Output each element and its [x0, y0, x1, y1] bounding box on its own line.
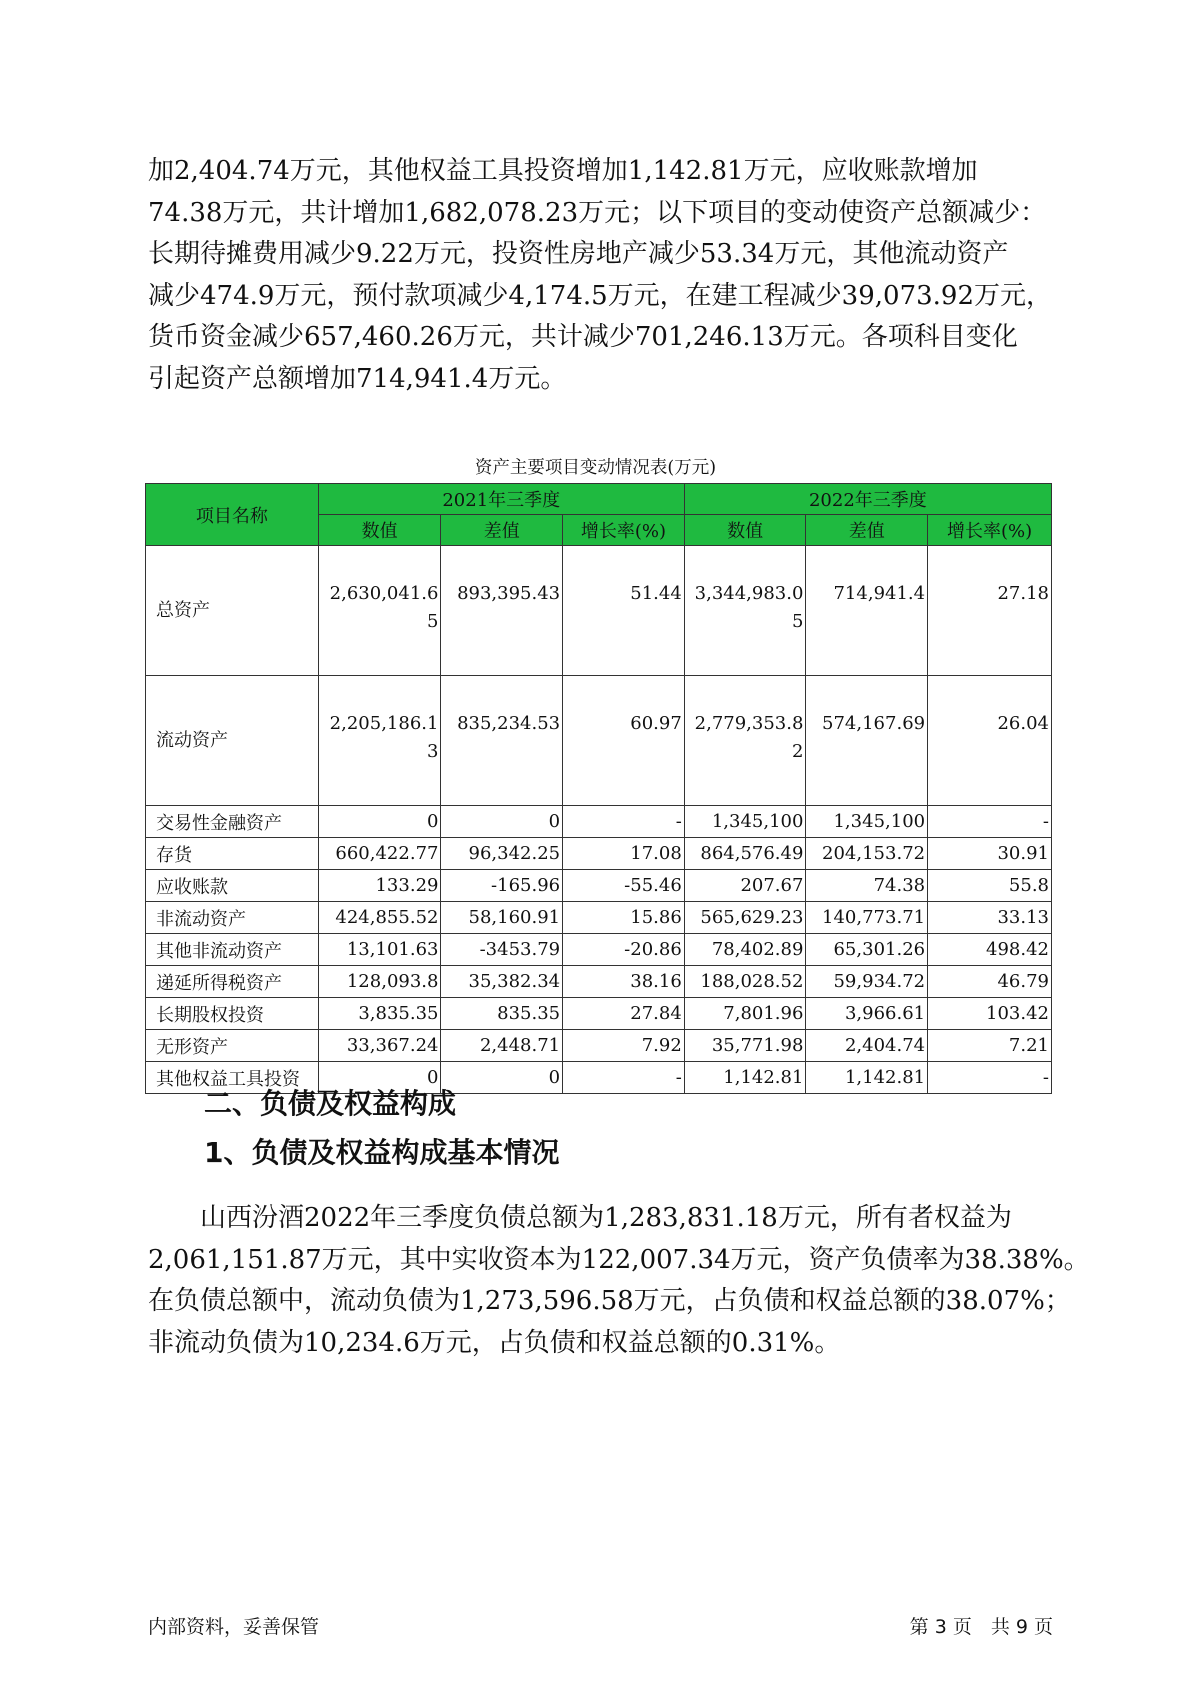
table-cell: 3,835.35 [318, 998, 441, 1030]
table-cell: 33.13 [928, 902, 1052, 934]
table-cell: 33,367.24 [318, 1030, 441, 1062]
table-cell: 17.08 [563, 838, 685, 870]
row-item-name: 应收账款 [146, 870, 319, 902]
row-item-name: 长期股权投资 [146, 998, 319, 1030]
table-cell: -165.96 [441, 870, 563, 902]
table-cell: -20.86 [563, 934, 685, 966]
table-cell: - [928, 806, 1052, 838]
table-cell: 26.04 [928, 676, 1052, 806]
header-item-name: 项目名称 [146, 484, 319, 546]
table-cell: 15.86 [563, 902, 685, 934]
table-cell: 1,345,100 [806, 806, 928, 838]
table-cell: 835,234.53 [441, 676, 563, 806]
table-cell: 27.18 [928, 546, 1052, 676]
table-cell: - [563, 806, 685, 838]
section-heading: 二、负债及权益构成 [204, 1087, 457, 1120]
table-cell: 2,205,186.13 [318, 676, 441, 806]
table-cell: 204,153.72 [806, 838, 928, 870]
table-row [146, 966, 1052, 998]
table-cell: 7,801.96 [684, 998, 806, 1030]
table-cell: 2,448.71 [441, 1030, 563, 1062]
text-line: 非流动负债为10,234.6万元，占负债和权益总额的0.31%。 [148, 1327, 841, 1358]
header-value-2022: 数值 [684, 515, 806, 546]
table-cell: 27.84 [563, 998, 685, 1030]
table-cell: 2,630,041.65 [318, 546, 441, 676]
footer-confidential-note: 内部资料，妥善保管 [148, 1616, 320, 1638]
footer-page-number: 第 3 页 共 9 页 [909, 1616, 1053, 1638]
header-diff-2022: 差值 [806, 515, 928, 546]
table-cell: 2,779,353.82 [684, 676, 806, 806]
table-cell: 35,382.34 [441, 966, 563, 998]
row-item-name: 交易性金融资产 [146, 806, 319, 838]
row-item-name: 其他非流动资产 [146, 934, 319, 966]
table-cell: - [563, 1062, 685, 1094]
table-cell: 2,404.74 [806, 1030, 928, 1062]
table-cell: 0 [441, 806, 563, 838]
table-row [146, 1030, 1052, 1062]
subsection-heading: 1、负债及权益构成基本情况 [204, 1136, 560, 1169]
table-cell: 133.29 [318, 870, 441, 902]
row-item-name: 总资产 [146, 546, 319, 676]
text-line: 在负债总额中，流动负债为1,273,596.58万元，占负债和权益总额的38.07%； [148, 1286, 1071, 1316]
text-line: 山西汾酒2022年三季度负债总额为1,283,831.18万元，所有者权益为 [148, 1203, 1012, 1233]
table-cell: 1,142.81 [684, 1062, 806, 1094]
table-cell: 51.44 [563, 546, 685, 676]
table-row [146, 838, 1052, 870]
table-cell: 3,344,983.05 [684, 546, 806, 676]
table-row [146, 870, 1052, 902]
table-row [146, 806, 1052, 838]
table-cell: 714,941.4 [806, 546, 928, 676]
table-cell: 0 [318, 806, 441, 838]
table-cell: 35,771.98 [684, 1030, 806, 1062]
row-item-name: 非流动资产 [146, 902, 319, 934]
header-growth-2021: 增长率(%) [563, 515, 685, 546]
table-row [146, 546, 1052, 676]
text-line: 货币资金减少657,460.26万元，共计减少701,246.13万元。各项科目变化 [148, 322, 1018, 352]
table-cell: 59,934.72 [806, 966, 928, 998]
table-caption: 资产主要项目变动情况表(万元) [474, 458, 717, 478]
table-cell: 7.21 [928, 1030, 1052, 1062]
table-cell: 55.8 [928, 870, 1052, 902]
row-item-name: 存货 [146, 838, 319, 870]
table-cell: 565,629.23 [684, 902, 806, 934]
header-group-2022: 2022年三季度 [684, 484, 1051, 515]
text-line: 减少474.9万元，预付款项减少4,174.5万元，在建工程减少39,073.92万元， [148, 280, 1052, 311]
table-cell: -55.46 [563, 870, 685, 902]
table-cell: 498.42 [928, 934, 1052, 966]
table-cell: 13,101.63 [318, 934, 441, 966]
text-line: 2,061,151.87万元，其中实收资本为122,007.34万元，资产负债率为38.38%。 [148, 1244, 1090, 1275]
header-value-2021: 数值 [318, 515, 441, 546]
table-row [146, 998, 1052, 1030]
table-cell: 1,345,100 [684, 806, 806, 838]
table-cell: 103.42 [928, 998, 1052, 1030]
table-cell: 96,342.25 [441, 838, 563, 870]
table-cell: 207.67 [684, 870, 806, 902]
table-cell: 1,142.81 [806, 1062, 928, 1094]
text-line: 加2,404.74万元，其他权益工具投资增加1,142.81万元，应收账款增加 [148, 156, 978, 186]
row-item-name: 无形资产 [146, 1030, 319, 1062]
table-cell: 574,167.69 [806, 676, 928, 806]
text-line: 74.38万元，共计增加1,682,078.23万元；以下项目的变动使资产总额减少： [148, 197, 1047, 228]
header-diff-2021: 差值 [441, 515, 563, 546]
row-item-name: 其他权益工具投资 [146, 1062, 319, 1094]
table-cell: 65,301.26 [806, 934, 928, 966]
table-cell: 58,160.91 [441, 902, 563, 934]
table-cell: 128,093.8 [318, 966, 441, 998]
table-cell: 140,773.71 [806, 902, 928, 934]
table-cell: 188,028.52 [684, 966, 806, 998]
asset-change-table [145, 483, 1052, 1094]
table-cell: 46.79 [928, 966, 1052, 998]
table-cell: 0 [318, 1062, 441, 1094]
table-cell: 7.92 [563, 1030, 685, 1062]
table-cell: - [928, 1062, 1052, 1094]
row-item-name: 递延所得税资产 [146, 966, 319, 998]
table-row [146, 934, 1052, 966]
table-row [146, 676, 1052, 806]
table-cell: 660,422.77 [318, 838, 441, 870]
table-cell: 38.16 [563, 966, 685, 998]
table-cell: 30.91 [928, 838, 1052, 870]
table-cell: 893,395.43 [441, 546, 563, 676]
table-row [146, 902, 1052, 934]
header-group-2021: 2021年三季度 [318, 484, 684, 515]
table-cell: 835.35 [441, 998, 563, 1030]
table-cell: 60.97 [563, 676, 685, 806]
row-item-name: 流动资产 [146, 676, 319, 806]
table-cell: 0 [441, 1062, 563, 1094]
table-cell: -3453.79 [441, 934, 563, 966]
table-cell: 424,855.52 [318, 902, 441, 934]
text-line: 引起资产总额增加714,941.4万元。 [148, 363, 567, 394]
text-line: 长期待摊费用减少9.22万元，投资性房地产减少53.34万元，其他流动资产 [148, 239, 1009, 269]
table-cell: 74.38 [806, 870, 928, 902]
table-cell: 3,966.61 [806, 998, 928, 1030]
table-cell: 864,576.49 [684, 838, 806, 870]
header-growth-2022: 增长率(%) [928, 515, 1052, 546]
body-paragraph-assets [148, 151, 1051, 400]
table-cell: 78,402.89 [684, 934, 806, 966]
body-paragraph-liabilities [148, 1198, 1090, 1364]
